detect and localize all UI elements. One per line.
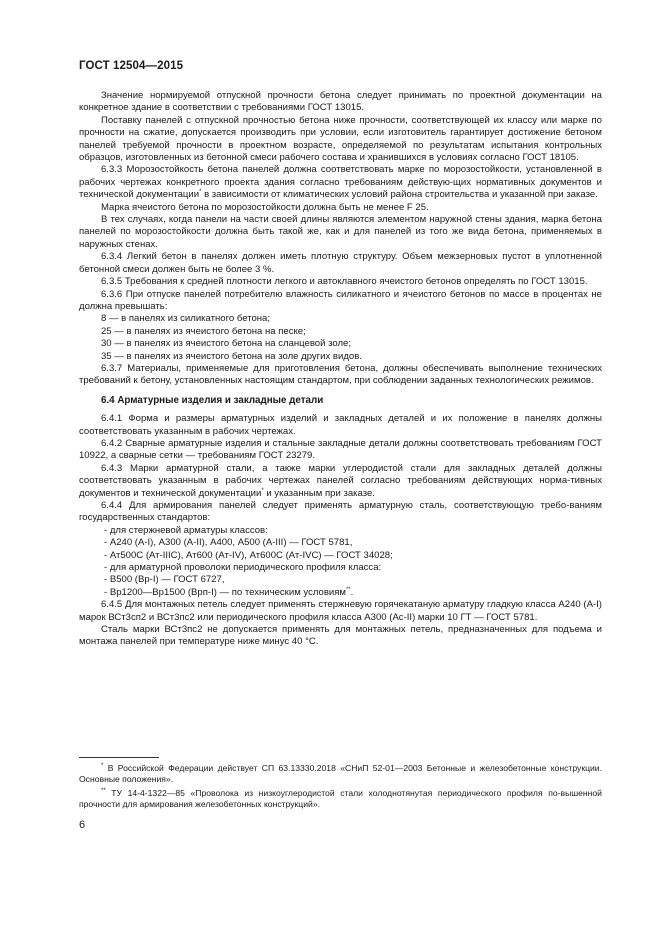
list-item-text: . — [350, 586, 354, 598]
list-item: - А240 (А-I), А300 (А-II), А400, А500 (А-III) — ГОСТ 5781, — [104, 537, 353, 549]
paragraph: Марка ячеистого бетона по морозостойкости должна быть не менее F 25. — [101, 201, 429, 213]
footnote — [79, 763, 602, 786]
paragraph-6-3-3 — [79, 164, 602, 201]
main-text — [79, 90, 602, 649]
list-item: - для стержневой арматуры классов: — [104, 524, 268, 536]
list-item — [79, 587, 602, 599]
page-header-standard-code: ГОСТ 12504—2015 — [79, 60, 184, 72]
list-item: - В500 (Вр-I) — ГОСТ 6727, — [104, 574, 225, 586]
paragraph-6-4-4: 6.4.4 Для армирования панелей следует применять арматурную сталь, соответствующую требо-ваниям государственных стандартов: — [79, 500, 602, 524]
paragraph-6-3-6: 6.3.6 При отпуске панелей потребителю влажность силикатного и ячеистого бетонов по массе в процентах не должна превышать: — [79, 288, 602, 312]
footnote-marker: * — [101, 763, 104, 769]
paragraph: Поставку панелей с отпускной прочностью бетона ниже прочности, соответствующей их классу или марке по прочности на сжатие, допускается производить при условии, если изготовитель гарантирует достижение бетоном панелей требуемой прочности в проектном возрасте, определяемой по результатам испытания контрольных образцов, изготовленных из бетонной смеси рабочего состава и хранившихся в условиях согласно ГОСТ 18105. — [79, 114, 602, 164]
footnote-marker: ** — [101, 787, 106, 794]
paragraph-text: 6.4.3 Марки арматурной стали, а также марки углеродистой стали для закладных деталей должны соответствовать указанным в рабочих чертежах панелей согласно требованиям действующих норма-тивных документов и технической документации — [79, 462, 602, 499]
page-number: 6 — [79, 819, 86, 831]
footnote-text: ТУ 14-4-1322—85 «Проволока из низкоуглеродистой стали холоднотянутая периодического профиля по-вышенной прочности для армирования железобетонных конструкций». — [79, 787, 602, 810]
paragraph-6-3-7: 6.3.7 Материалы, применяемые для приготовления бетона, должны обеспечивать выполнение технических требований к бетону, установленных настоящим стандартом, при соблюдении заданных технологических режимов. — [79, 362, 602, 387]
list-item: 30 — в панелях из ячеистого бетона на сланцевой золе; — [101, 338, 351, 350]
paragraph-text: в зависимости от климатических условий района строительства и указанной при заказе. — [201, 189, 598, 201]
paragraph-6-3-5: 6.3.5 Требования к средней плотности легкого и автоклавного ячеистого бетонов определять по ГОСТ 13015. — [101, 276, 588, 288]
section-heading: 6.4 Арматурные изделия и закладные детали — [101, 394, 324, 406]
list-item-text: - Вр1200—Вр1500 (Врп-I) — по техническим условиям — [104, 586, 346, 598]
paragraph-6-4-5: 6.4.5 Для монтажных петель следует применять стержневую горячекатаную арматуру гладкую класса А240 (А-I) марок ВСт3сп2 и ВСт3пс2 или периодического профиля класса А300 (Ас-II) марки 10 ГТ — ГОСТ 5781. — [79, 599, 602, 623]
paragraph-6-4-2: 6.4.2 Сварные арматурные изделия и стальные закладные детали должны соответствовать требованиям ГОСТ 10922, а сварные сетки — требованиям ГОСТ 23279. — [79, 437, 602, 462]
paragraph-text: и указанным при заказе. — [263, 487, 375, 499]
footnotes — [79, 763, 602, 813]
footnote-reference[interactable]: ** — [345, 586, 351, 593]
paragraph: В тех случаях, когда панели на части своей длины являются элементом наружной стены здания, марка бетона панелей по морозостойкости должна быть такой же, как и для панелей из того же вида бетона, применяемых в наружных стенах. — [79, 214, 602, 250]
paragraph: Значение нормируемой отпускной прочности бетона следует принимать по проектной документации на конкретное здание в соответствии с требованиями ГОСТ 13015. — [79, 90, 602, 114]
paragraph-6-3-4: 6.3.4 Легкий бетон в панелях должен иметь плотную структуру. Объем межзерновых пустот в уплотненной бетонной смеси должен быть не более 3 %. — [79, 251, 602, 275]
list-item: 8 — в панелях из силикатного бетона; — [101, 313, 271, 325]
footnote-text: В Российской Федерации действует СП 63.13330.2018 «СНиП 52-01—2003 Бетонные и железобетонные конструкции. Основные положения». — [79, 763, 602, 785]
list-item: - Ат500С (Ат-IIIС), Ат600 (Ат-IV), Ат600С (Ат-IVС) — ГОСТ 34028; — [104, 549, 393, 561]
list-item: 35 — в панелях из ячеистого бетона на золе других видов. — [101, 350, 362, 362]
paragraph: Сталь марки ВСт3пс2 не допускается применять для монтажных петель, предназначенных для подъема и монтажа панелей при температуре ниже минус 40 °С. — [79, 624, 602, 648]
paragraph-6-4-3 — [79, 463, 602, 500]
footnote-divider — [79, 757, 159, 758]
footnote-reference[interactable]: * — [261, 487, 264, 494]
paragraph-text: 6.3.3 Морозостойкость бетона панелей должна соответствовать марке по морозостойкости, установленной в рабочих чертежах конкретного проекта здания согласно требованиям действую-щих нормативных документов и технической документации — [79, 164, 602, 201]
footnote-reference[interactable]: * — [199, 189, 202, 196]
footnote — [79, 788, 602, 811]
list-item: 25 — в панелях из ячеистого бетона на песке; — [101, 325, 306, 337]
list-item: - для арматурной проволоки периодического профиля класса: — [104, 562, 382, 574]
paragraph-6-4-1: 6.4.1 Форма и размеры арматурных изделий и закладных деталей и их положение в панелях должны соответствовать указанным в рабочих чертежах. — [79, 413, 602, 437]
